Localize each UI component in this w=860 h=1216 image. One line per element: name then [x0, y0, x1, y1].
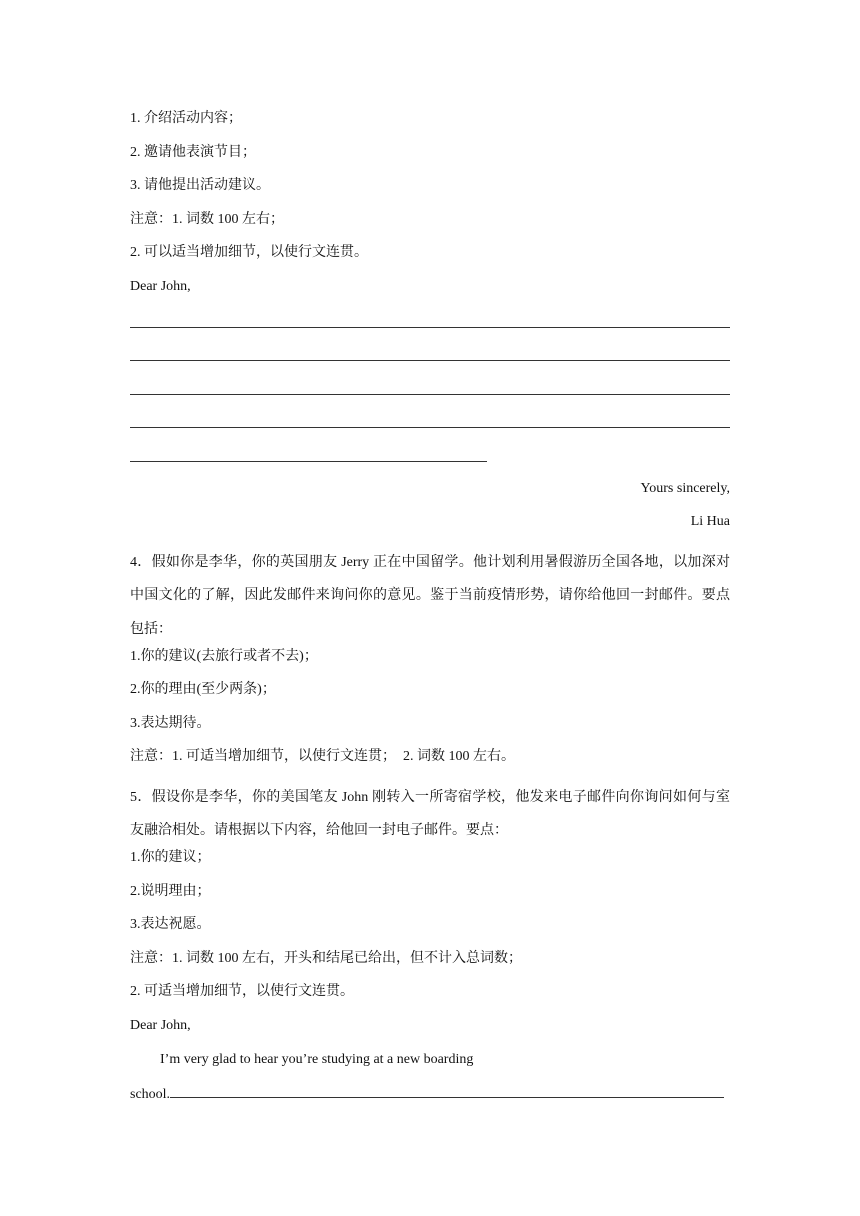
task4-note: 注意：1. 可适当增加细节，以使行文连贯； 2. 词数 100 左右。 — [130, 749, 515, 765]
task3-closing: Yours sincerely, — [640, 480, 730, 496]
writing-line-3[interactable] — [130, 378, 730, 412]
writing-line-2[interactable] — [130, 344, 730, 378]
task3-note-1: 注意：1. 词数 100 左右； — [130, 211, 284, 227]
task5-point-1: 1.你的建议； — [130, 850, 211, 866]
writing-line-4[interactable] — [130, 411, 730, 445]
writing-line-1[interactable] — [130, 311, 730, 345]
task3-point-3: 3. 请他提出活动建议。 — [130, 178, 270, 194]
task5-salutation: Dear John, — [130, 1018, 191, 1034]
task5-opening-tail-row — [130, 1083, 730, 1117]
task4-point-2: 2.你的理由(至少两条)； — [130, 682, 276, 698]
task4-point-1: 1.你的建议(去旅行或者不去)； — [130, 648, 318, 664]
writing-blank[interactable] — [170, 1083, 724, 1098]
task5-note-2: 2. 可适当增加细节，以使行文连贯。 — [130, 984, 354, 1000]
worksheet-page — [130, 109, 730, 1117]
task3-note-2: 2. 可以适当增加细节，以使行文连贯。 — [130, 245, 368, 261]
task5-opening-line: I’m very glad to hear you’re studying at a new boarding — [160, 1051, 474, 1067]
task5-point-2: 2.说明理由； — [130, 883, 211, 899]
task3-salutation: Dear John, — [130, 278, 191, 294]
task3-point-1: 1. 介绍活动内容； — [130, 111, 242, 126]
task5-opening-tail: school. — [130, 1087, 171, 1103]
task5-prompt: 5．假设你是李华，你的美国笔友 John 刚转入一所寄宿学校，他发来电子邮件向你询问如何与室友融洽相处。请根据以下内容，给他回一封电子邮件。要点： — [130, 789, 730, 839]
task5-note-1: 注意：1. 词数 100 左右，开头和结尾已给出，但不计入总词数； — [130, 950, 522, 966]
task3-signature: Li Hua — [690, 514, 730, 530]
writing-line-5[interactable] — [130, 445, 730, 479]
task4-prompt: 4．假如你是李华，你的英国朋友 Jerry 正在中国留学。他计划利用暑假游历全国各地，以加深对中国文化的了解，因此发邮件来询问你的意见。鉴于当前疫情形势，请你给他回一封邮件。要点包括： — [130, 554, 730, 637]
task3-point-2: 2. 邀请他表演节目； — [130, 144, 256, 160]
task5-point-3: 3.表达祝愿。 — [130, 917, 211, 933]
task4-point-3: 3.表达期待。 — [130, 715, 211, 731]
